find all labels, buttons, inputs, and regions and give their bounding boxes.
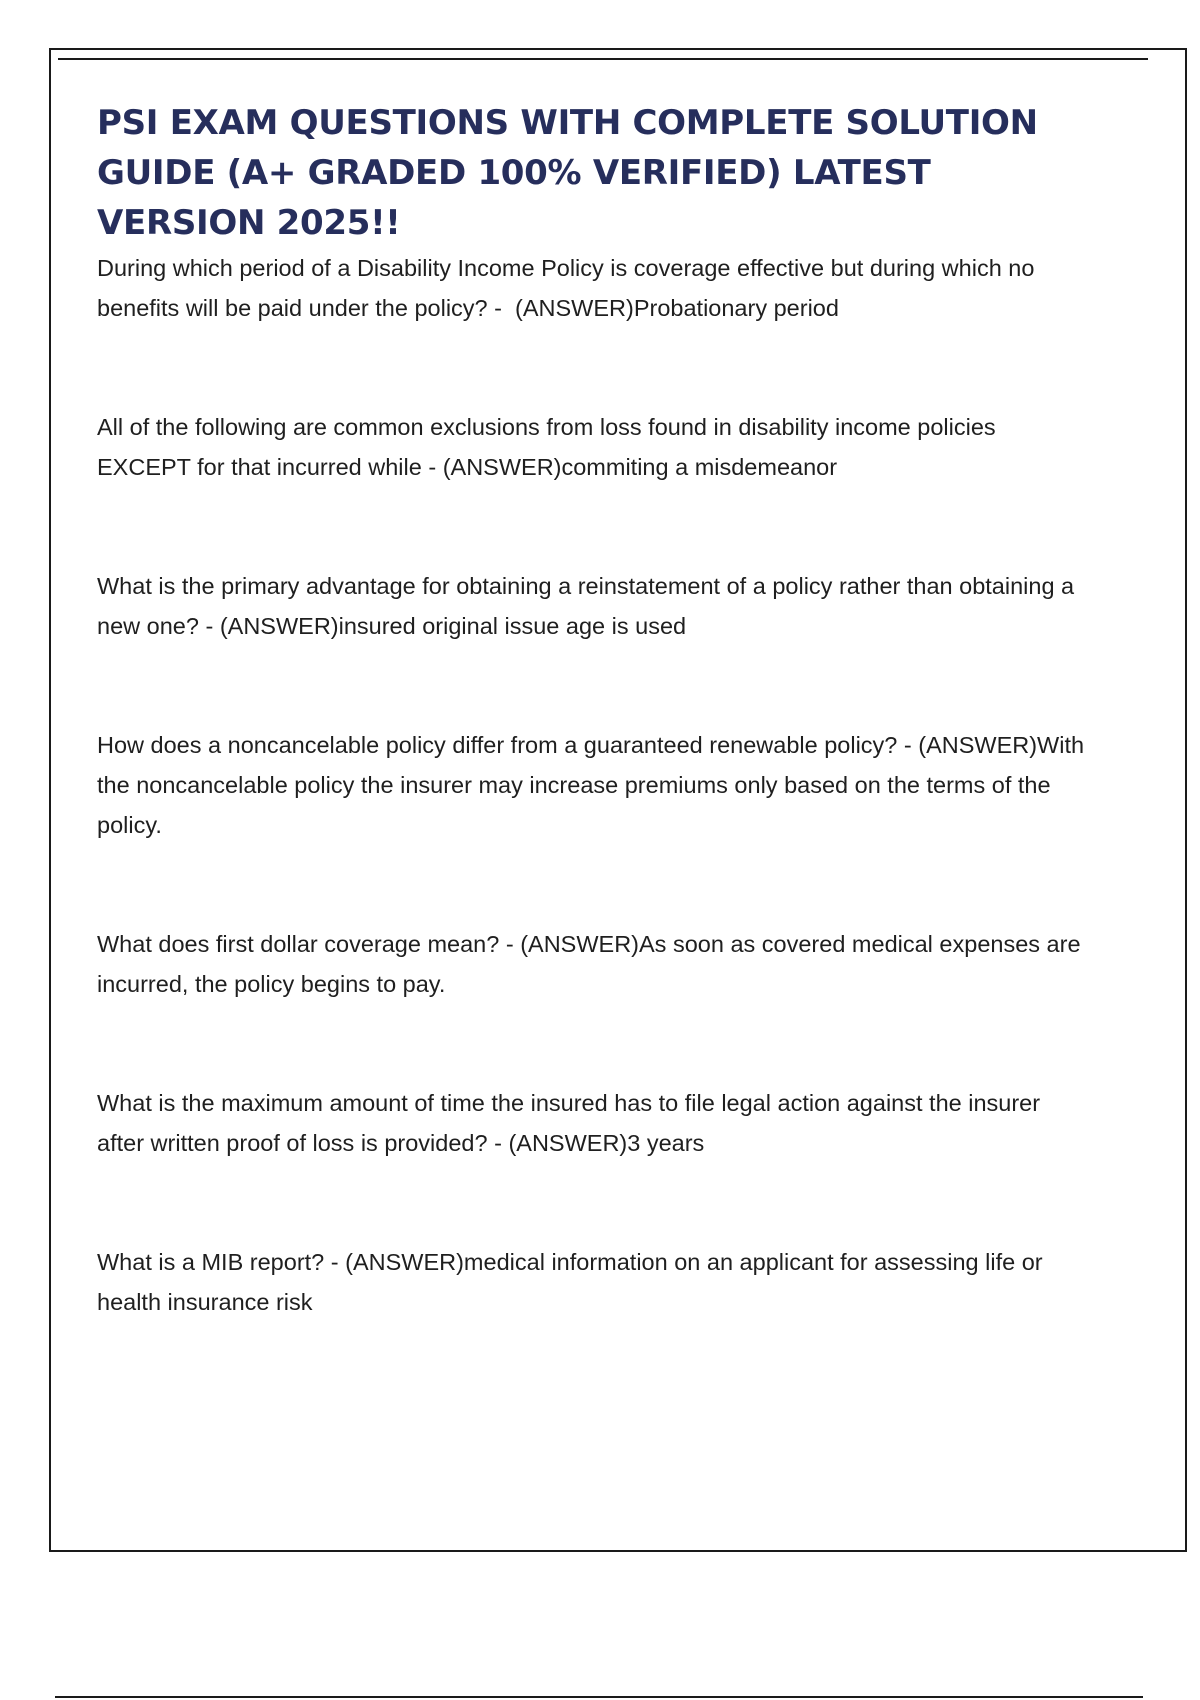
title-line-2: GUIDE (A+ GRADED 100% VERIFIED) LATEST (97, 153, 931, 193)
title-line-3: VERSION 2025!! (97, 203, 401, 243)
question-text: What does first dollar coverage mean? - (97, 931, 521, 957)
top-rule (58, 58, 1148, 60)
document-content (97, 98, 1087, 1322)
question-text: During which period of a Disability Income Policy is coverage effective but during which no benefits will be paid under the policy? - (97, 255, 1035, 321)
answer-text: (ANSWER)medical information on an applicant for assessing life or health insurance risk (97, 1249, 1043, 1315)
question-text: What is the maximum amount of time the insured has to file legal action against the insurer after written proof of loss is provided? - (97, 1090, 1041, 1156)
qa-item (97, 566, 1087, 646)
answer-text: (ANSWER)insured original issue age is used (219, 613, 687, 639)
bottom-rule (55, 1696, 1143, 1698)
qa-item (97, 407, 1087, 487)
question-answer-list (97, 248, 1087, 1322)
answer-text: (ANSWER)3 years (508, 1130, 705, 1156)
document-title (97, 98, 1087, 248)
qa-item (97, 1242, 1087, 1322)
qa-item (97, 1083, 1087, 1163)
question-text: How does a noncancelable policy differ from a guaranteed renewable policy? - (97, 732, 919, 758)
qa-item (97, 924, 1087, 1004)
answer-text: (ANSWER)Probationary period (508, 295, 839, 321)
question-text: All of the following are common exclusions from loss found in disability income policies EXCEPT for that incurred while - (97, 414, 996, 480)
question-text: What is the primary advantage for obtaining a reinstatement of a policy rather than obtaining a new one? - (97, 573, 1075, 639)
qa-item (97, 725, 1087, 845)
qa-item (97, 248, 1087, 328)
question-text: What is a MIB report? - (97, 1249, 346, 1275)
title-line-1: PSI EXAM QUESTIONS WITH COMPLETE SOLUTION (97, 103, 1038, 143)
answer-text: (ANSWER)With the noncancelable policy the insurer may increase premiums only based on the terms of the policy. (97, 732, 1085, 838)
answer-text: (ANSWER)commiting a misdemeanor (442, 454, 838, 480)
answer-text: (ANSWER)As soon as covered medical expenses are incurred, the policy begins to pay. (97, 931, 1081, 997)
